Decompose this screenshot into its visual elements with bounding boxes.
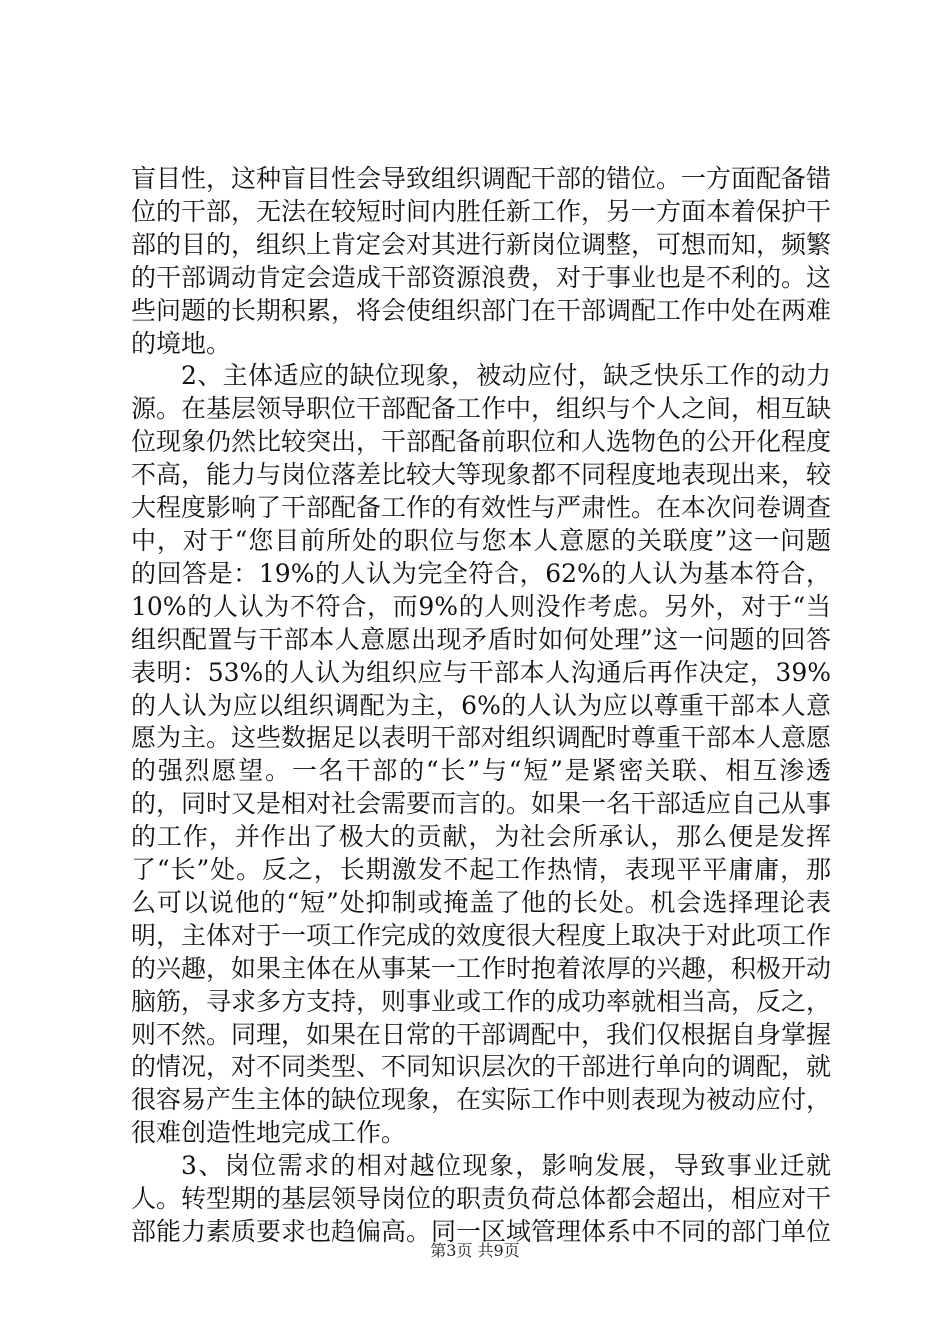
page-footer: 第3页 共9页 xyxy=(430,1241,520,1260)
paragraph-point-3: 3、岗位需求的相对越位现象，影响发展，导致事业迁就人。转型期的基层领导岗位的职责负荷总体都会超出，相应对干部能力素质要求也趋偏高。同一区域管理体系中不同的部门单位 xyxy=(131,1151,832,1246)
document-body xyxy=(131,163,831,1249)
paragraph-continuation: 盲目性，这种盲目性会导致组织调配干部的错位。一方面配备错位的干部，无法在较短时间内胜任新工作，另一方面本着保护干部的目的，组织上肯定会对其进行新岗位调整，可想而知，频繁的干部调动肯定会造成干部资源浪费，对于事业也是不利的。这些问题的长期积累，将会使组织部门在干部调配工作中处在两难的境地。 xyxy=(131,164,832,358)
paragraph-point-2: 2、主体适应的缺位现象，被动应付，缺乏快乐工作的动力源。在基层领导职位干部配备工作中，组织与个人之间，相互缺位现象仍然比较突出，干部配备前职位和人选物色的公开化程度不高，能力与岗位落差比较大等现象都不同程度地表现出来，较大程度影响了干部配备工作的有效性与严肃性。在本次问卷调查中，对于“您目前所处的职位与您本人意愿的关联度”这一问题的回答是：19%的人认为完全符合，62%的人认为基本符合，10%的人认为不符合，而9%的人则没作考虑。另外，对于“当组织配置与干部本人意愿出现矛盾时如何处理”这一问题的回答表明：53%的人认为组织应与干部本人沟通后再作决定，39%的人认为应以组织调配为主，6%的人认为应以尊重干部本人意愿为主。这些数据足以表明干部对组织调配时尊重干部本人意愿的强烈愿望。一名干部的“长”与“短”是紧密关联、相互渗透的，同时又是相对社会需要而言的。如果一名干部适应自己从事的工作，并作出了极大的贡献，为社会所承认，那么便是发挥了“长”处。反之，长期激发不起工作热情，表现平平庸庸，那么可以说他的“短”处抑制或掩盖了他的长处。机会选择理论表明，主体对于一项工作完成的效度很大程度上取决于对此项工作的兴趣，如果主体在从事某一工作时抱着浓厚的兴趣，积极开动脑筋，寻求多方支持，则事业或工作的成功率就相当高，反之，则不然。同理，如果在日常的干部调配中，我们仅根据自身掌握的情况，对不同类型、不同知识层次的干部进行单向的调配，就很容易产生主体的缺位现象，在实际工作中则表现为被动应付，很难创造性地完成工作。 xyxy=(131,361,832,1148)
